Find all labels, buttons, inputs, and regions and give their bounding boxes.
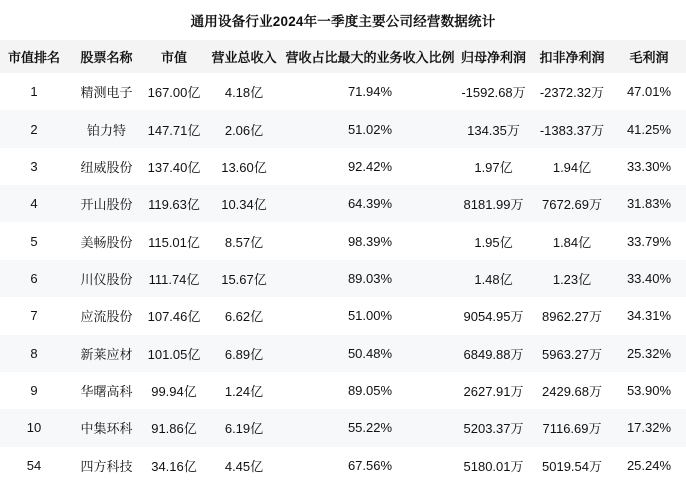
cell-max_biz_revenue_pct: 89.05% [347,383,393,399]
title-bar [0,0,686,40]
table-row [0,297,686,334]
cell-max_biz_revenue_pct: 50.48% [347,345,393,361]
cell-total_revenue: 2.06亿 [224,122,264,138]
header-cell-total_revenue: 营业总收入 [211,50,277,65]
cell-name: 华曙高科 [80,384,133,400]
cell-gross_profit: 33.79% [626,233,672,249]
cell-net_profit: 1.95亿 [474,234,513,250]
cell-market_cap: 99.94亿 [151,384,197,400]
cell-non_gaap_net_profit: 7116.69万 [542,421,602,437]
cell-rank: 2 [30,121,38,137]
cell-max_biz_revenue_pct: 51.00% [347,308,393,324]
cell-gross_profit: 25.24% [626,457,672,473]
cell-non_gaap_net_profit: -2372.32万 [539,85,605,101]
table-row [0,73,686,110]
cell-gross_profit: 25.32% [626,345,672,361]
cell-name: 精测电子 [80,85,133,101]
cell-gross_profit: 41.25% [626,121,672,137]
cell-non_gaap_net_profit: 1.94亿 [552,159,592,175]
cell-net_profit: 8181.99万 [463,197,524,213]
table-row [0,447,686,484]
cell-market_cap: 137.40亿 [147,159,201,175]
cell-net_profit: 2627.91万 [463,384,524,400]
cell-non_gaap_net_profit: 5019.54万 [542,458,602,474]
cell-gross_profit: 53.90% [626,383,672,399]
cell-gross_profit: 33.40% [626,270,672,286]
cell-max_biz_revenue_pct: 71.94% [347,84,393,100]
cell-total_revenue: 8.57亿 [224,234,264,250]
cell-gross_profit: 47.01% [626,84,672,100]
cell-rank: 54 [26,457,42,473]
cell-non_gaap_net_profit: 2429.68万 [542,384,602,400]
cell-max_biz_revenue_pct: 92.42% [347,158,393,174]
cell-rank: 8 [30,345,38,361]
cell-rank: 9 [30,383,38,399]
table-row [0,335,686,372]
cell-name: 应流股份 [80,309,133,325]
cell-max_biz_revenue_pct: 98.39% [347,233,393,249]
table-row [0,148,686,185]
table-row [0,222,686,259]
header-cell-net_profit: 归母净利润 [460,50,526,65]
cell-total_revenue: 1.24亿 [224,384,264,400]
cell-market_cap: 34.16亿 [151,458,197,474]
cell-name: 新莱应材 [80,346,133,362]
cell-net_profit: -1592.68万 [461,85,526,101]
cell-net_profit: 134.35万 [467,122,520,138]
cell-rank: 4 [30,196,38,212]
cell-non_gaap_net_profit: 1.23亿 [552,271,592,287]
cell-market_cap: 111.74亿 [148,271,200,287]
cell-name: 开山股份 [80,197,133,213]
cell-market_cap: 107.46亿 [147,309,201,325]
cell-total_revenue: 15.67亿 [221,271,267,287]
table-row [0,110,686,147]
cell-net_profit: 1.97亿 [474,159,513,175]
table-header-row [0,40,686,73]
cell-max_biz_revenue_pct: 64.39% [347,196,393,212]
cell-name: 铂力特 [86,122,126,138]
cell-name: 中集环科 [80,421,133,437]
header-cell-market_cap: 市值 [160,50,187,65]
cell-name: 纽威股份 [80,159,133,175]
cell-net_profit: 5203.37万 [463,421,524,437]
table-row [0,409,686,446]
header-cell-rank: 市值排名 [7,50,60,65]
cell-total_revenue: 4.45亿 [224,458,264,474]
header-cell-name: 股票名称 [80,50,133,65]
cell-total_revenue: 6.89亿 [224,346,264,362]
cell-market_cap: 119.63亿 [148,197,200,213]
cell-market_cap: 147.71亿 [147,122,201,138]
cell-rank: 6 [30,270,38,286]
cell-max_biz_revenue_pct: 89.03% [347,270,393,286]
cell-rank: 5 [30,233,38,249]
cell-total_revenue: 6.62亿 [224,309,264,325]
cell-gross_profit: 17.32% [626,420,672,436]
cell-net_profit: 5180.01万 [463,458,524,474]
cell-rank: 1 [30,84,38,100]
cell-total_revenue: 6.19亿 [224,421,264,437]
cell-gross_profit: 31.83% [626,196,672,212]
table-row [0,185,686,222]
cell-net_profit: 6849.88万 [463,346,524,362]
cell-non_gaap_net_profit: 1.84亿 [552,234,592,250]
stats-table [0,40,686,484]
cell-total_revenue: 13.60亿 [221,159,267,175]
cell-net_profit: 1.48亿 [474,271,513,287]
cell-total_revenue: 10.34亿 [221,197,267,213]
cell-market_cap: 115.01亿 [148,234,200,250]
header-cell-max_biz_revenue_pct: 营收占比最大的业务收入比例 [285,50,455,65]
header-cell-non_gaap_net_profit: 扣非净利润 [539,50,605,65]
cell-name: 川仪股份 [80,271,133,287]
cell-non_gaap_net_profit: 5963.27万 [542,346,602,362]
cell-net_profit: 9054.95万 [463,309,524,325]
table-row [0,260,686,297]
header-cell-gross_profit: 毛利润 [629,50,669,65]
cell-non_gaap_net_profit: 8962.27万 [542,309,602,325]
cell-max_biz_revenue_pct: 55.22% [347,420,393,436]
cell-non_gaap_net_profit: -1383.37万 [539,122,605,138]
cell-rank: 10 [26,420,42,436]
cell-rank: 7 [30,308,38,324]
cell-non_gaap_net_profit: 7672.69万 [542,197,602,213]
cell-market_cap: 101.05亿 [147,346,201,362]
cell-market_cap: 167.00亿 [147,85,201,101]
cell-market_cap: 91.86亿 [151,421,197,437]
cell-gross_profit: 34.31% [626,308,672,324]
cell-max_biz_revenue_pct: 51.02% [347,121,393,137]
page-title: 通用设备行业2024年一季度主要公司经营数据统计 [190,14,496,29]
table-row [0,372,686,409]
cell-gross_profit: 33.30% [626,158,672,174]
cell-name: 四方科技 [80,458,133,474]
cell-total_revenue: 4.18亿 [224,85,264,101]
cell-rank: 3 [30,158,38,174]
cell-max_biz_revenue_pct: 67.56% [347,457,393,473]
cell-name: 美畅股份 [80,234,133,250]
